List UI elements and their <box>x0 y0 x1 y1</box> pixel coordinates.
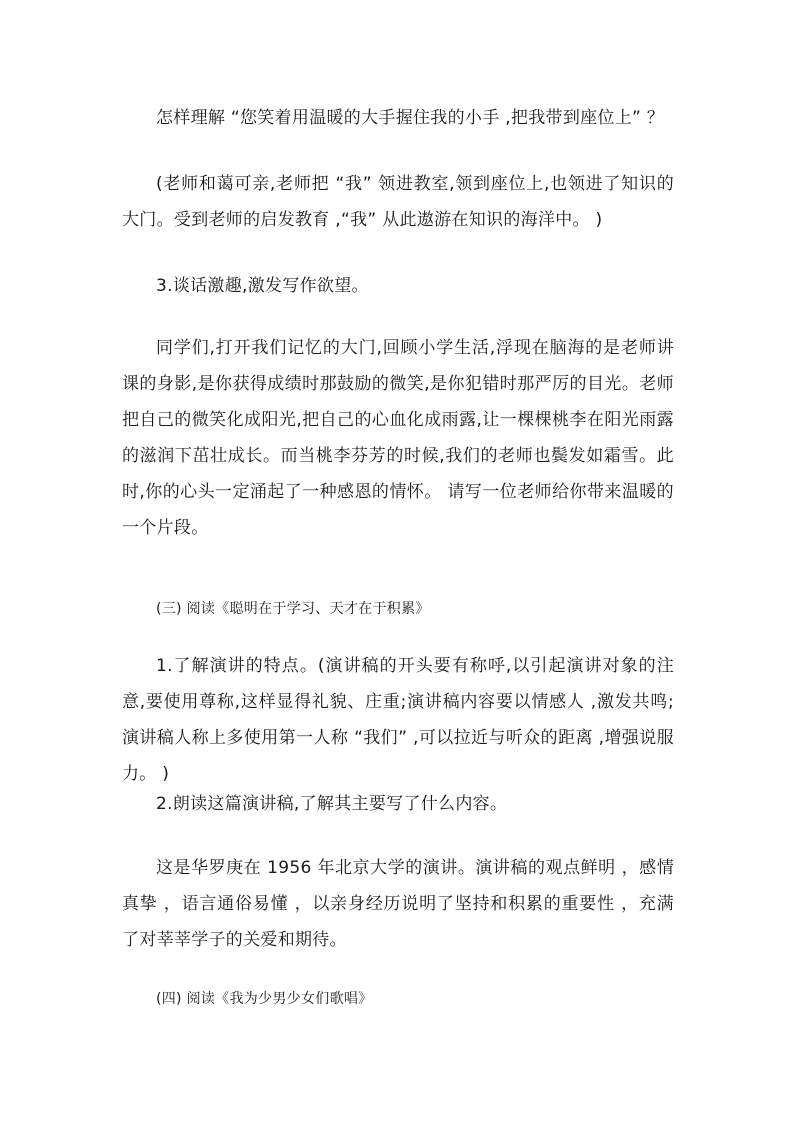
paragraph-question: 怎样理解 “您笑着用温暖的大手握住我的小手 ,把我带到座位上” ？ <box>156 108 665 128</box>
section-heading-4: (四) 阅读《我为少男少女们歌唱》 <box>156 991 373 1007</box>
section-heading-3: (三) 阅读《聪明在于学习、天才在于积累》 <box>156 601 430 617</box>
paragraph-step-2: 2.朗读这篇演讲稿,了解其主要写了什么内容。 <box>156 794 508 814</box>
paragraph-step-3: 3.谈话激趣,激发写作欲望。 <box>156 276 369 296</box>
paragraph-speech-features: 1.了解演讲的特点。(演讲稿的开头要有称呼,以引起演讲对象的注意,要使用尊称,这样显得礼貌、庄重;演讲稿内容要以情感人 ,激发共鸣;演讲稿人称上多使用第一人称 “我们” ,可以拉近与听众的距离 ,增强说服力。 ) <box>122 656 674 784</box>
paragraph-answer: (老师和蔼可亲,老师把 “我” 领进教室,领到座位上,也领进了知识的大门。受到老师的启发教育 ,“我” 从此遨游在知识的海洋中。 ) <box>122 174 674 230</box>
paragraph-prompt: 同学们,打开我们记忆的大门,回顾小学生活,浮现在脑海的是老师讲课的身影,是你获得成绩时那鼓励的微笑,是你犯错时那严厉的目光。老师把自己的微笑化成阳光,把自己的心血化成雨露,让一棵棵桃李在阳光雨露的滋润下茁壮成长。而当桃李芬芳的时候,我们的老师也鬓发如霜雪。此时,你的心头一定涌起了一种感恩的情怀。 请写一位老师给你带来温暖的一个片段。 <box>122 338 674 538</box>
paragraph-summary: 这是华罗庚在 1956 年北京大学的演讲。演讲稿的观点鲜明 ，感情真挚 ，语言通俗易懂 ，以亲身经历说明了坚持和积累的重要性 ，充满了对莘莘学子的关爱和期待。 <box>122 858 674 950</box>
